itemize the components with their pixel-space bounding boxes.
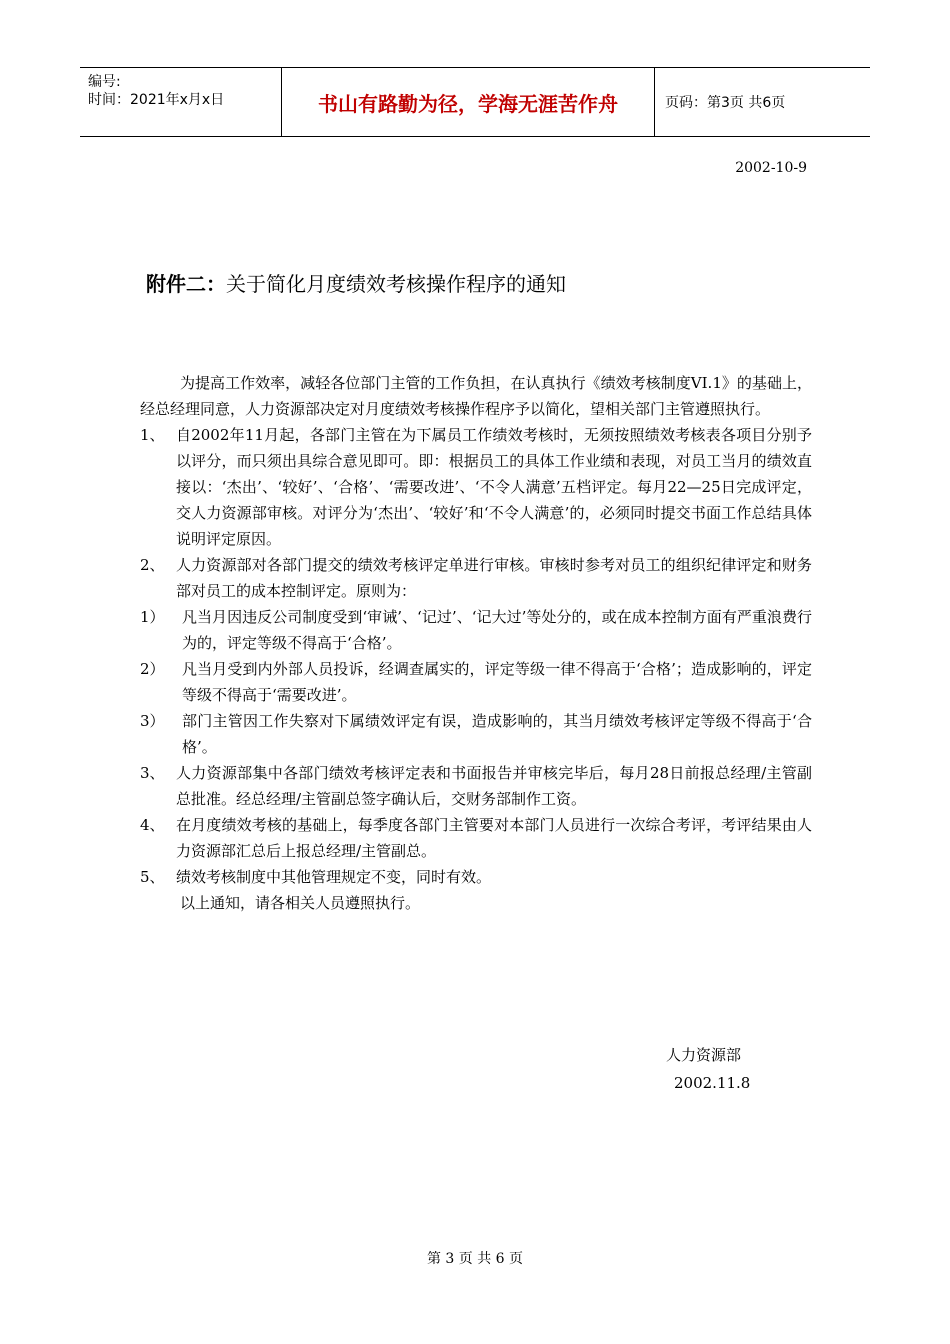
time-label: 时间：2021年x月x日 [88,92,225,108]
document-title [146,268,566,297]
sub-list-item-number: 3） [140,712,165,730]
list-item-number: 1、 [140,426,165,444]
page-header [80,67,870,137]
list-item-text: 人力资源部对各部门提交的绩效考核评定单进行审核。审核时参考对员工的组织纪律评定和财务部对员工的成本控制评定。原则为： [176,556,812,600]
list-item-number: 5、 [140,868,165,886]
list-item-number: 4、 [140,816,165,834]
list-item [140,422,812,552]
sub-list-item [140,604,812,656]
list-item-text: 人力资源部集中各部门绩效考核评定表和书面报告并审核完毕后，每月28日前报总经理/主管副总批准。经总经理/主管副总签字确认后，交财务部制作工资。 [176,764,812,808]
sub-list-item-text: 凡当月因违反公司制度受到‘审诫’、‘记过’、‘记大过’等处分的，或在成本控制方面有严重浪费行为的，评定等级不得高于‘合格’。 [182,608,812,652]
list-item-text: 在月度绩效考核的基础上，每季度各部门主管要对本部门人员进行一次综合考评，考评结果由人力资源部汇总后上报总经理/主管副总。 [176,816,812,860]
list-item-text: 绩效考核制度中其他管理规定不变，同时有效。 [176,868,492,886]
document-date: 2002-10-9 [735,160,807,176]
list-item [140,812,812,864]
sub-list-item [140,708,812,760]
document-body [140,370,812,916]
title-text: 关于简化月度绩效考核操作程序的通知 [226,272,566,296]
signature-date: 2002.11.8 [674,1074,751,1092]
list-item-number: 2、 [140,556,165,574]
closing-paragraph: 以上通知，请各相关人员遵照执行。 [180,894,421,912]
sub-list-item-number: 1） [140,608,165,626]
list-item-text: 自2002年11月起，各部门主管在为下属员工作绩效考核时，无须按照绩效考核表各项目分别予以评分，而只须出具综合意见即可。即：根据员工的具体工作业绩和表现，对员工当月的绩效直接以：‘杰出’、‘较好’、‘合格’、‘需要改进’、‘不令人满意’五档评定。每月22—25日完成评定，交人力资源部审核。对评分为‘杰出’、‘较好’和‘不令人满意’的，必须同时提交书面工作总结具体说明评定原因。 [176,426,812,548]
header-motto: 书山有路勤为径，学海无涯苦作舟 [281,68,655,136]
header-meta [80,68,280,136]
header-page-info: 页码：第3页 共6页 [665,95,786,111]
list-item [140,864,812,890]
number-label: 编号: [88,74,121,90]
sub-list-item [140,656,812,708]
sub-list-item-text: 凡当月受到内外部人员投诉，经调查属实的，评定等级一律不得高于‘合格’；造成影响的，评定等级不得高于‘需要改进’。 [182,660,812,704]
list-item [140,760,812,812]
list-item [140,552,812,604]
sub-list-item-number: 2） [140,660,165,678]
signature-department: 人力资源部 [666,1046,742,1064]
signature-block [666,1041,750,1097]
sub-list-item-text: 部门主管因工作失察对下属绩效评定有误，造成影响的，其当月绩效考核评定等级不得高于‘合格’。 [182,712,812,756]
intro-paragraph: 为提高工作效率，减轻各位部门主管的工作负担，在认真执行《绩效考核制度VI.1》的基础上，经总经理同意，人力资源部决定对月度绩效考核操作程序予以简化，望相关部门主管遵照执行。 [140,374,812,418]
title-prefix: 附件二： [146,272,226,296]
list-item-number: 3、 [140,764,165,782]
page-footer: 第 3 页 共 6 页 [426,1251,524,1267]
